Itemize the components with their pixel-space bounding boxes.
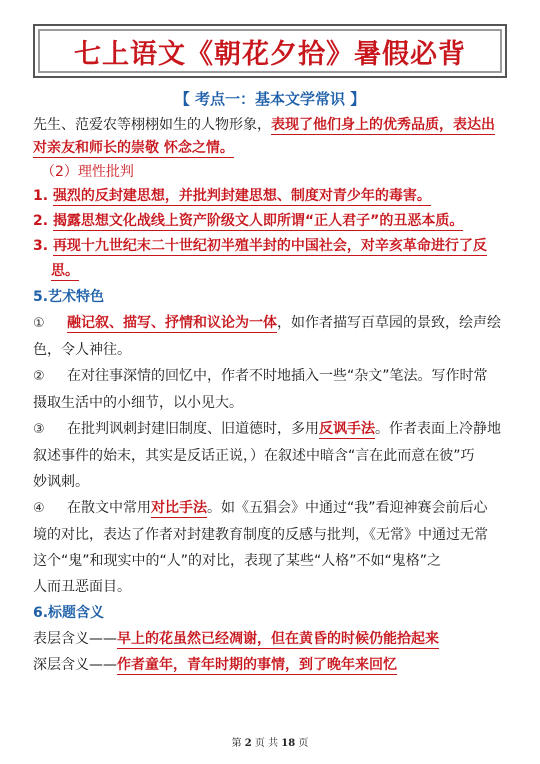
critique-item-3 — [33, 234, 511, 259]
footer-page-number: 2 — [244, 738, 252, 749]
critique-item-number: 3. — [33, 238, 49, 254]
deep-meaning-text: 作者童年，青年时期的事情，到了晚年来回忆 — [117, 657, 397, 673]
intro-line-2 — [33, 137, 511, 160]
intro-highlight-2: 对亲友和师长的崇敬 怀念之情。 — [33, 140, 234, 156]
art-point-3-line-3: 妙讽刺。 — [33, 474, 89, 490]
art-marker-3: ③ — [33, 422, 45, 437]
critique-item-text: 揭露思想文化战线上资产阶级文人即所谓“正人君子”的丑恶本质。 — [52, 213, 464, 229]
title-meaning-heading: 6.标题含义 — [33, 605, 105, 621]
art-point-4-line-3: 这个“鬼”和现实中的“人”的对比，表现了某些“人格”不如“鬼格”之 — [33, 553, 442, 569]
art-point-3-highlight: 反讽手法 — [319, 421, 375, 437]
art-point-3-post: 。作者表面上冷静地 — [375, 421, 501, 437]
section-heading: 【 考点一：基本文学常识 】 — [174, 90, 366, 108]
critique-item-1 — [33, 184, 511, 209]
art-point-1-highlight: 融记叙、描写、抒情和议论为一体 — [67, 315, 277, 331]
critique-item-text: 再现十九世纪末二十世纪初半殖半封的中国社会，对辛亥革命进行了反 — [52, 238, 487, 254]
art-point-3-line-2: 叙述事件的始末，其实是反话正说，）在叙述中暗含“言在此而意在彼”巧 — [33, 448, 475, 464]
art-point-1-line-2: 色，令人神往。 — [33, 342, 131, 358]
art-heading: 5.艺术特色 — [33, 289, 105, 305]
critique-item-text-cont: 思。 — [51, 263, 79, 279]
art-point-1-text: ，如作者描写百草园的景致，绘声绘 — [277, 315, 501, 331]
footer-pre: 第 — [231, 738, 242, 749]
art-point-4-highlight: 对比手法 — [151, 500, 207, 516]
surface-meaning-label: 表层含义—— — [33, 631, 117, 647]
art-point-3-pre: 在批判讽刺封建旧制度、旧道德时，多用 — [67, 421, 319, 437]
intro-line-1 — [33, 114, 511, 137]
intro-text: 先生、范爱农等栩栩如生的人物形象， — [33, 117, 271, 133]
art-marker-1: ① — [33, 316, 45, 331]
critique-item-3-cont — [33, 259, 511, 284]
art-point-2 — [33, 363, 511, 390]
main-content — [33, 114, 511, 678]
critique-item-text: 强烈的反封建思想，并批判封建思想、制度对青少年的毒害。 — [52, 188, 431, 204]
art-point-4-line-4: 人而丑恶面目。 — [33, 579, 131, 595]
art-point-4-post: 。如《五猖会》中通过“我”看迎神赛会前后心 — [207, 500, 488, 516]
deep-meaning — [33, 652, 511, 678]
deep-meaning-label: 深层含义—— — [33, 657, 117, 673]
title-box — [33, 24, 507, 78]
footer-total-pages: 18 — [281, 738, 296, 749]
art-marker-4: ④ — [33, 501, 45, 516]
art-point-2-line-2: 摄取生活中的小细节，以小见大。 — [33, 395, 243, 411]
surface-meaning-text: 早上的花虽然已经凋谢，但在黄昏的时候仍能拾起来 — [117, 631, 439, 647]
art-point-3 — [33, 416, 511, 443]
footer-post: 页 — [298, 738, 309, 749]
art-point-2-text: 在对往事深情的回忆中，作者不时地插入一些“杂文”笔法。写作时常 — [67, 368, 488, 384]
page-footer — [0, 734, 540, 749]
art-point-1 — [33, 310, 511, 337]
art-point-4-line-2: 境的对比，表达了作者对封建教育制度的反感与批判，《无常》中通过无常 — [33, 527, 488, 543]
footer-mid: 页 共 — [254, 738, 279, 749]
critique-item-number: 2. — [33, 213, 49, 229]
surface-meaning — [33, 626, 511, 652]
page-title: 七上语文《朝花夕拾》暑假必背 — [74, 38, 466, 70]
critique-item-number: 1. — [33, 188, 49, 204]
art-marker-2: ② — [33, 369, 45, 384]
critique-item-2 — [33, 209, 511, 234]
art-point-4 — [33, 495, 511, 522]
intro-highlight-1: 表现了他们身上的优秀品质，表达出 — [271, 117, 495, 133]
art-point-4-pre: 在散文中常用 — [67, 500, 151, 516]
critique-heading: （2）理性批判 — [41, 164, 134, 180]
